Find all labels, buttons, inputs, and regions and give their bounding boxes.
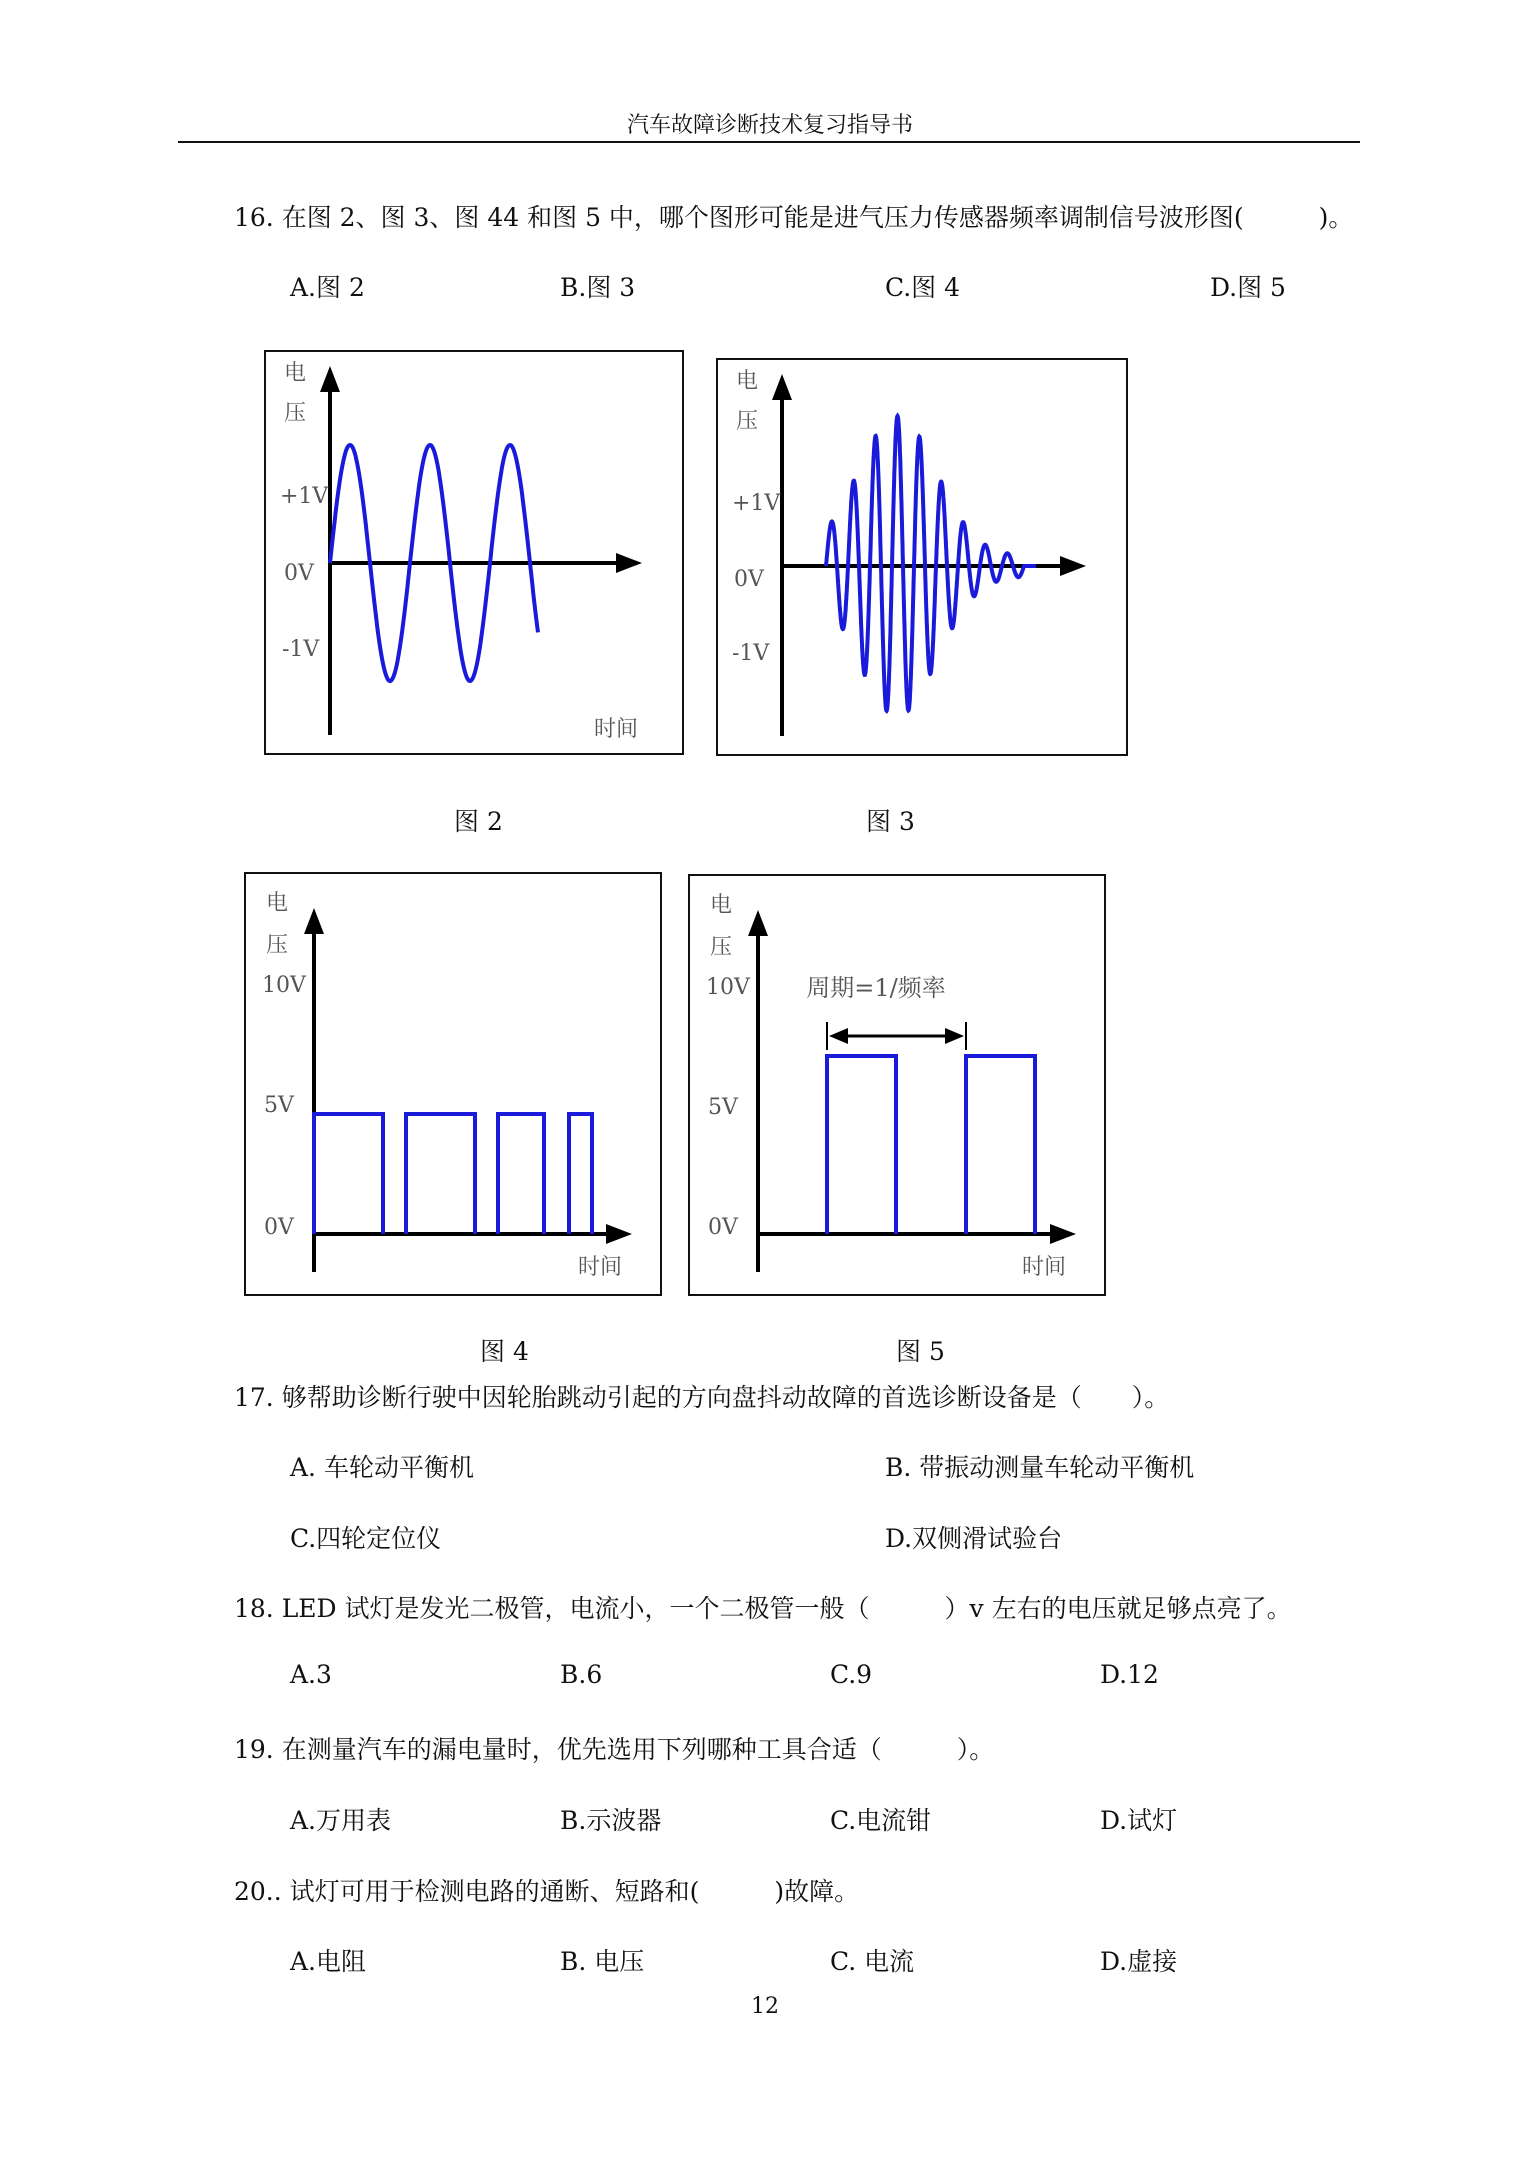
question-19-option-b: B.示波器 [560, 1806, 662, 1835]
y-axis-label-1: 电 [284, 361, 307, 386]
question-20-option-c: C. 电流 [830, 1947, 915, 1976]
tick-label-10v: 10V [706, 975, 750, 1000]
question-18-option-c: C.9 [830, 1660, 873, 1689]
question-18-option-a: A.3 [290, 1660, 332, 1689]
x-axis-label: 时间 [1022, 1255, 1067, 1280]
question-18-option-b: B.6 [560, 1660, 603, 1689]
question-16-option-a: A.图 2 [290, 273, 365, 302]
figure-2-sine-waveform [264, 350, 686, 756]
x-axis-label: 时间 [594, 717, 639, 742]
tick-label-plus1v: +1V [732, 491, 781, 516]
header-divider [178, 141, 1360, 143]
question-16-option-d: D.图 5 [1210, 273, 1286, 302]
tick-label-plus1v: +1V [280, 484, 329, 509]
y-axis-label-1: 电 [266, 891, 289, 916]
question-18-stem: 18. LED 试灯是发光二极管，电流小，一个二极管一般（ ）v 左右的电压就足够点亮了。 [234, 1594, 1292, 1623]
page-header: 汽车故障诊断技术复习指导书 [626, 113, 913, 138]
tick-label-5v: 5V [708, 1095, 738, 1120]
tick-label-0v: 0V [264, 1215, 294, 1240]
question-17-option-c: C.四轮定位仪 [290, 1524, 442, 1553]
question-18-option-d: D.12 [1100, 1660, 1159, 1689]
question-20-option-a: A.电阻 [290, 1947, 367, 1976]
y-axis-label-1: 电 [736, 369, 759, 394]
figure-5-period-waveform [688, 874, 1108, 1298]
tick-label-10v: 10V [262, 973, 306, 998]
question-16-option-c: C.图 4 [885, 273, 961, 302]
tick-label-minus1v: -1V [282, 637, 320, 662]
y-axis-label-2: 压 [710, 935, 733, 960]
question-16-stem: 16. 在图 2、图 3、图 44 和图 5 中，哪个图形可能是进气压力传感器频率调制信号波形图( )。 [234, 203, 1354, 232]
question-17-stem: 17. 够帮助诊断行驶中因轮胎跳动引起的方向盘抖动故障的首选诊断设备是（ ）。 [234, 1383, 1170, 1412]
question-19-option-c: C.电流钳 [830, 1806, 932, 1835]
page-number: 12 [751, 1994, 779, 2019]
period-annotation: 周期=1/频率 [806, 974, 946, 1002]
tick-label-0v: 0V [284, 561, 314, 586]
question-17-option-b: B. 带振动测量车轮动平衡机 [885, 1453, 1195, 1482]
figure-4-pulse-waveform [244, 872, 664, 1298]
question-20-option-d: D.虚接 [1100, 1947, 1178, 1976]
figure-4-caption: 图 4 [480, 1337, 529, 1366]
question-17-option-a: A. 车轮动平衡机 [290, 1453, 474, 1482]
figure-3-caption: 图 3 [866, 807, 915, 836]
tick-label-minus1v: -1V [732, 641, 770, 666]
figure-5-caption: 图 5 [896, 1337, 945, 1366]
question-19-option-d: D.试灯 [1100, 1806, 1178, 1835]
x-axis-label: 时间 [578, 1255, 623, 1280]
y-axis-label-2: 压 [284, 401, 307, 426]
y-axis-label-1: 电 [710, 893, 733, 918]
question-17-option-d: D.双侧滑试验台 [885, 1524, 1063, 1553]
tick-label-0v: 0V [708, 1215, 738, 1240]
question-20-option-b: B. 电压 [560, 1947, 645, 1976]
question-16-option-b: B.图 3 [560, 273, 636, 302]
figure-3-burst-waveform [716, 358, 1130, 758]
question-20-stem: 20.. 试灯可用于检测电路的通断、短路和( )故障。 [234, 1877, 860, 1906]
y-axis-label-2: 压 [736, 409, 759, 434]
y-axis-label-2: 压 [266, 933, 289, 958]
tick-label-0v: 0V [734, 567, 764, 592]
tick-label-5v: 5V [264, 1093, 294, 1118]
question-19-option-a: A.万用表 [290, 1806, 392, 1835]
figure-2-caption: 图 2 [454, 807, 503, 836]
question-19-stem: 19. 在测量汽车的漏电量时，优先选用下列哪种工具合适（ ）。 [234, 1735, 995, 1764]
